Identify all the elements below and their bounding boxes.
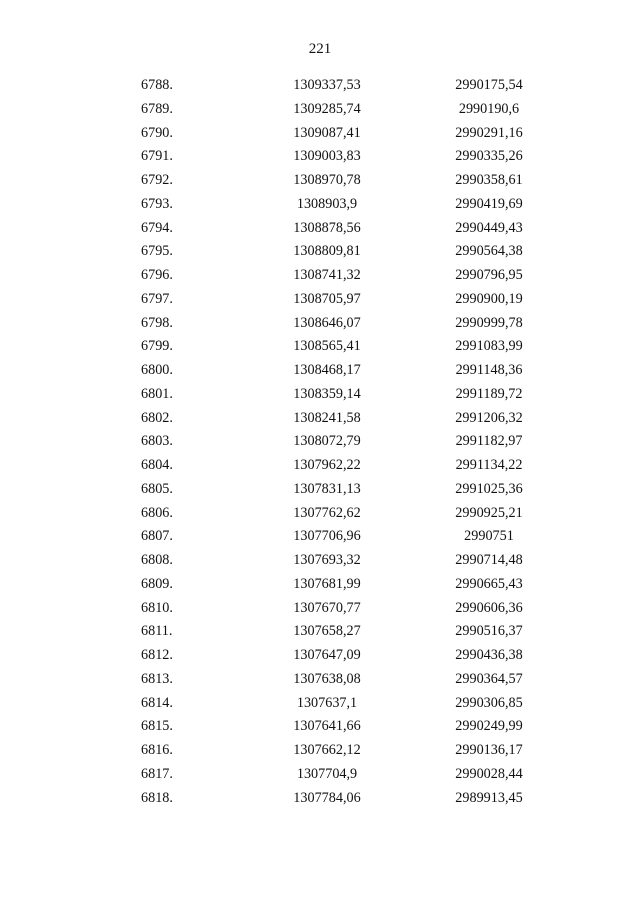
table-row xyxy=(0,525,640,549)
table-row xyxy=(0,763,640,787)
table-row xyxy=(0,454,640,478)
point-number: 6796. xyxy=(141,267,173,283)
y-coordinate: 2990796,95 xyxy=(455,267,523,283)
x-coordinate: 1307784,06 xyxy=(293,789,361,806)
y-coordinate: 2990665,43 xyxy=(455,575,523,592)
y-coordinate: 2990358,61 xyxy=(455,172,523,188)
table-row xyxy=(0,644,640,668)
x-coordinate: 1307658,27 xyxy=(293,623,361,640)
y-coordinate: 2990291,16 xyxy=(455,124,523,141)
y-coordinate: 2990925,21 xyxy=(455,504,523,521)
coordinates-table xyxy=(0,74,640,810)
table-row xyxy=(0,217,640,241)
x-coordinate: 1308741,32 xyxy=(293,267,361,283)
point-number: 6795. xyxy=(141,243,173,260)
point-number: 6789. xyxy=(141,100,173,117)
x-coordinate: 1309337,53 xyxy=(293,77,361,93)
x-coordinate: 1308241,58 xyxy=(293,409,361,426)
point-number: 6800. xyxy=(141,362,173,378)
table-row xyxy=(0,549,640,573)
point-number: 6802. xyxy=(141,409,173,426)
point-number: 6793. xyxy=(141,195,173,212)
table-row xyxy=(0,692,640,716)
y-coordinate: 2991134,22 xyxy=(455,457,523,473)
y-coordinate: 2990436,38 xyxy=(455,647,523,663)
point-number: 6801. xyxy=(141,385,173,402)
x-coordinate: 1307706,96 xyxy=(293,528,361,545)
page-number: 221 xyxy=(308,41,332,57)
y-coordinate: 2990419,69 xyxy=(455,195,523,212)
x-coordinate: 1308565,41 xyxy=(293,338,361,355)
x-coordinate: 1308468,17 xyxy=(293,362,361,378)
table-row xyxy=(0,787,640,811)
point-number: 6798. xyxy=(141,314,173,331)
x-coordinate: 1308809,81 xyxy=(293,243,361,260)
y-coordinate: 2990564,38 xyxy=(455,243,523,260)
table-row xyxy=(0,169,640,193)
y-coordinate: 2990175,54 xyxy=(455,77,523,93)
x-coordinate: 1307638,08 xyxy=(293,670,361,687)
x-coordinate: 1307670,77 xyxy=(293,599,361,616)
x-coordinate: 1309285,74 xyxy=(293,100,361,117)
x-coordinate: 1307704,9 xyxy=(296,765,358,782)
point-number: 6809. xyxy=(141,575,173,592)
table-row xyxy=(0,312,640,336)
y-coordinate: 2990306,85 xyxy=(455,694,523,711)
point-number: 6815. xyxy=(141,718,173,735)
x-coordinate: 1308359,14 xyxy=(293,385,361,402)
table-row xyxy=(0,98,640,122)
x-coordinate: 1307681,99 xyxy=(293,575,361,592)
y-coordinate: 2990606,36 xyxy=(455,599,523,616)
point-number: 6816. xyxy=(141,742,173,758)
x-coordinate: 1308903,9 xyxy=(296,195,358,212)
table-row xyxy=(0,715,640,739)
x-coordinate: 1307762,62 xyxy=(293,504,361,521)
x-coordinate: 1308705,97 xyxy=(293,290,361,307)
table-row xyxy=(0,240,640,264)
y-coordinate: 2990900,19 xyxy=(455,290,523,307)
y-coordinate: 2991189,72 xyxy=(455,385,523,402)
point-number: 6806. xyxy=(141,504,173,521)
y-coordinate: 2991182,97 xyxy=(455,433,523,450)
table-row xyxy=(0,407,640,431)
x-coordinate: 1308646,07 xyxy=(293,314,361,331)
point-number: 6797. xyxy=(141,290,173,307)
x-coordinate: 1307662,12 xyxy=(293,742,361,758)
y-coordinate: 2990714,48 xyxy=(455,552,523,568)
x-coordinate: 1307637,1 xyxy=(296,694,358,711)
table-row xyxy=(0,288,640,312)
table-row xyxy=(0,668,640,692)
table-row xyxy=(0,335,640,359)
point-number: 6803. xyxy=(141,433,173,450)
table-row xyxy=(0,264,640,288)
point-number: 6812. xyxy=(141,647,173,663)
y-coordinate: 2990335,26 xyxy=(455,148,523,165)
x-coordinate: 1308878,56 xyxy=(293,219,361,236)
point-number: 6794. xyxy=(141,219,173,236)
table-row xyxy=(0,359,640,383)
table-row xyxy=(0,573,640,597)
point-number: 6805. xyxy=(141,480,173,497)
y-coordinate: 2990516,37 xyxy=(455,623,523,640)
y-coordinate: 2991148,36 xyxy=(455,362,523,378)
table-row xyxy=(0,383,640,407)
y-coordinate: 2990449,43 xyxy=(455,219,523,236)
x-coordinate: 1309087,41 xyxy=(293,124,361,141)
point-number: 6788. xyxy=(141,77,173,93)
table-row xyxy=(0,193,640,217)
point-number: 6813. xyxy=(141,670,173,687)
point-number: 6808. xyxy=(141,552,173,568)
y-coordinate: 2990190,6 xyxy=(458,100,520,117)
x-coordinate: 1308072,79 xyxy=(293,433,361,450)
y-coordinate: 2990028,44 xyxy=(455,765,523,782)
y-coordinate: 2990751 xyxy=(464,528,514,545)
point-number: 6810. xyxy=(141,599,173,616)
x-coordinate: 1307641,66 xyxy=(293,718,361,735)
x-coordinate: 1307831,13 xyxy=(293,480,361,497)
point-number: 6814. xyxy=(141,694,173,711)
point-number: 6818. xyxy=(141,789,173,806)
table-row xyxy=(0,430,640,454)
x-coordinate: 1308970,78 xyxy=(293,172,361,188)
x-coordinate: 1309003,83 xyxy=(293,148,361,165)
x-coordinate: 1307693,32 xyxy=(293,552,361,568)
table-row xyxy=(0,122,640,146)
y-coordinate: 2991083,99 xyxy=(455,338,523,355)
point-number: 6792. xyxy=(141,172,173,188)
table-row xyxy=(0,74,640,98)
x-coordinate: 1307647,09 xyxy=(293,647,361,663)
point-number: 6791. xyxy=(141,148,173,165)
table-row xyxy=(0,620,640,644)
point-number: 6799. xyxy=(141,338,173,355)
table-row xyxy=(0,502,640,526)
y-coordinate: 2991206,32 xyxy=(455,409,523,426)
table-row xyxy=(0,739,640,763)
table-row xyxy=(0,597,640,621)
y-coordinate: 2990136,17 xyxy=(455,742,523,758)
point-number: 6811. xyxy=(141,623,173,640)
y-coordinate: 2991025,36 xyxy=(455,480,523,497)
y-coordinate: 2990999,78 xyxy=(455,314,523,331)
y-coordinate: 2990249,99 xyxy=(455,718,523,735)
point-number: 6817. xyxy=(141,765,173,782)
y-coordinate: 2990364,57 xyxy=(455,670,523,687)
point-number: 6804. xyxy=(141,457,173,473)
table-row xyxy=(0,145,640,169)
x-coordinate: 1307962,22 xyxy=(293,457,361,473)
point-number: 6790. xyxy=(141,124,173,141)
table-row xyxy=(0,478,640,502)
point-number: 6807. xyxy=(141,528,173,545)
y-coordinate: 2989913,45 xyxy=(455,789,523,806)
